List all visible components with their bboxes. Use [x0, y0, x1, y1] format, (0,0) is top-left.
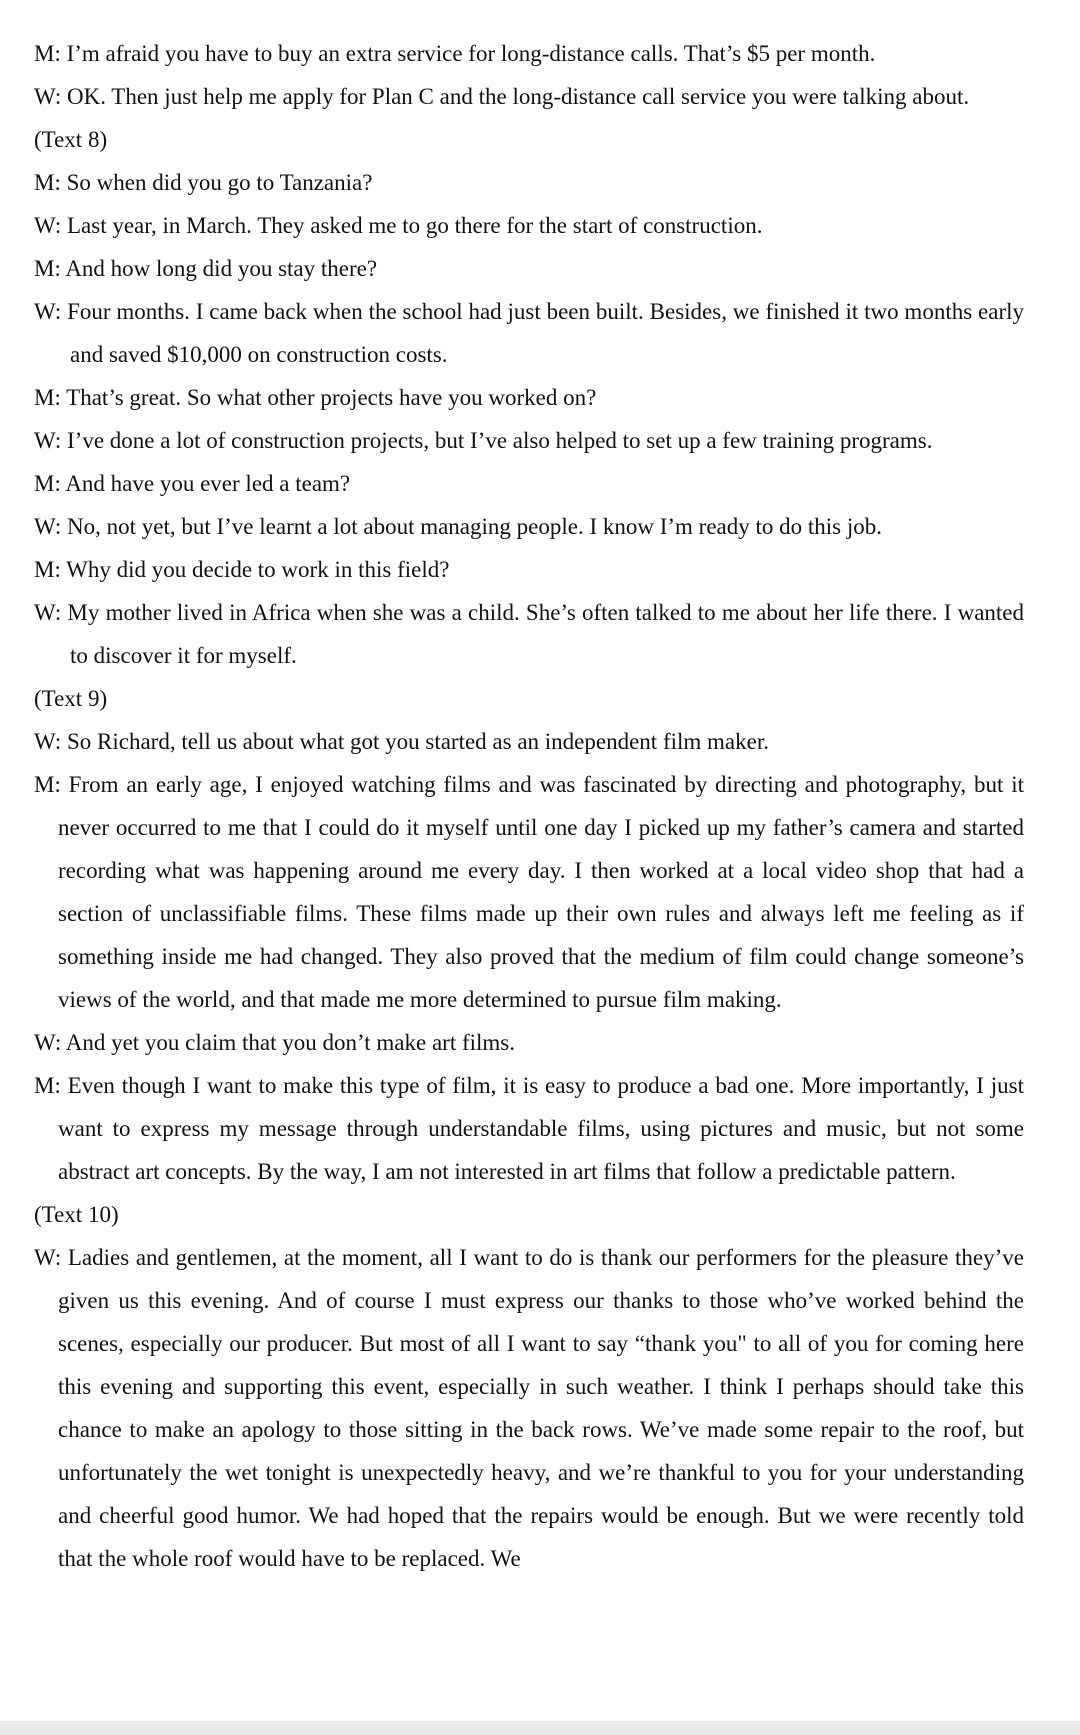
- section-heading: (Text 10): [34, 1202, 119, 1227]
- dialogue-line: M: So when did you go to Tanzania?: [34, 170, 373, 195]
- dialogue-line: M: Why did you decide to work in this field?: [34, 557, 450, 582]
- dialogue-line: M: And how long did you stay there?: [34, 256, 378, 281]
- dialogue-line: W: Four months. I came back when the school had just been built. Besides, we finished it two months early and saved $10,000 on construction costs.: [34, 299, 1024, 367]
- dialogue-line: W: And yet you claim that you don’t make art films.: [34, 1030, 515, 1055]
- section-heading: (Text 8): [34, 127, 108, 152]
- dialogue-line: M: That’s great. So what other projects have you worked on?: [34, 385, 597, 410]
- dialogue-line: W: OK. Then just help me apply for Plan C and the long-distance call service you were talking about.: [34, 84, 970, 109]
- dialogue-line: W: Ladies and gentlemen, at the moment, all I want to do is thank our performers for the pleasure they’ve given us this evening. And of course I must express our thanks to those who’ve worked behind the scenes, especially our producer. But most of all I want to say “thank you" to all of you for coming here this evening and supporting this event, especially in such weather. I think I perhaps should take this chance to make an apology to those sitting in the back rows. We’ve made some repair to the roof, but unfortunately the wet tonight is unexpectedly heavy, and we’re thankful to you for your understanding and cheerful good humor. We had hoped that the repairs would be enough. But we were recently told that the whole roof would have to be replaced. We: [34, 1245, 1024, 1571]
- dialogue-line: W: I’ve done a lot of construction projects, but I’ve also helped to set up a few training programs.: [34, 428, 933, 453]
- dialogue-line: M: From an early age, I enjoyed watching films and was fascinated by directing and photography, but it never occurred to me that I could do it myself until one day I picked up my father’s camera and started recording what was happening around me every day. I then worked at a local video shop that had a section of unclassifiable films. These films made up their own rules and always left me feeling as if something inside me had changed. They also proved that the medium of film could change someone’s views of the world, and that made me more determined to pursue film making.: [34, 772, 1024, 1012]
- dialogue-line: M: And have you ever led a team?: [34, 471, 351, 496]
- page-bottom-strip: [0, 1721, 1080, 1735]
- dialogue-line: W: No, not yet, but I’ve learnt a lot about managing people. I know I’m ready to do this job.: [34, 514, 883, 539]
- dialogue-line: M: I’m afraid you have to buy an extra service for long-distance calls. That’s $5 per month.: [34, 41, 876, 66]
- section-heading: (Text 9): [34, 686, 108, 711]
- dialogue-line: M: Even though I want to make this type of film, it is easy to produce a bad one. More importantly, I just want to express my message through understandable films, using pictures and music, but not some abstract art concepts. By the way, I am not interested in art films that follow a predictable pattern.: [34, 1073, 1024, 1184]
- dialogue-line: W: So Richard, tell us about what got you started as an independent film maker.: [34, 729, 769, 754]
- dialogue-line: W: My mother lived in Africa when she was a child. She’s often talked to me about her life there. I wanted to discover it for myself.: [34, 600, 1024, 668]
- dialogue-line: W: Last year, in March. They asked me to go there for the start of construction.: [34, 213, 763, 238]
